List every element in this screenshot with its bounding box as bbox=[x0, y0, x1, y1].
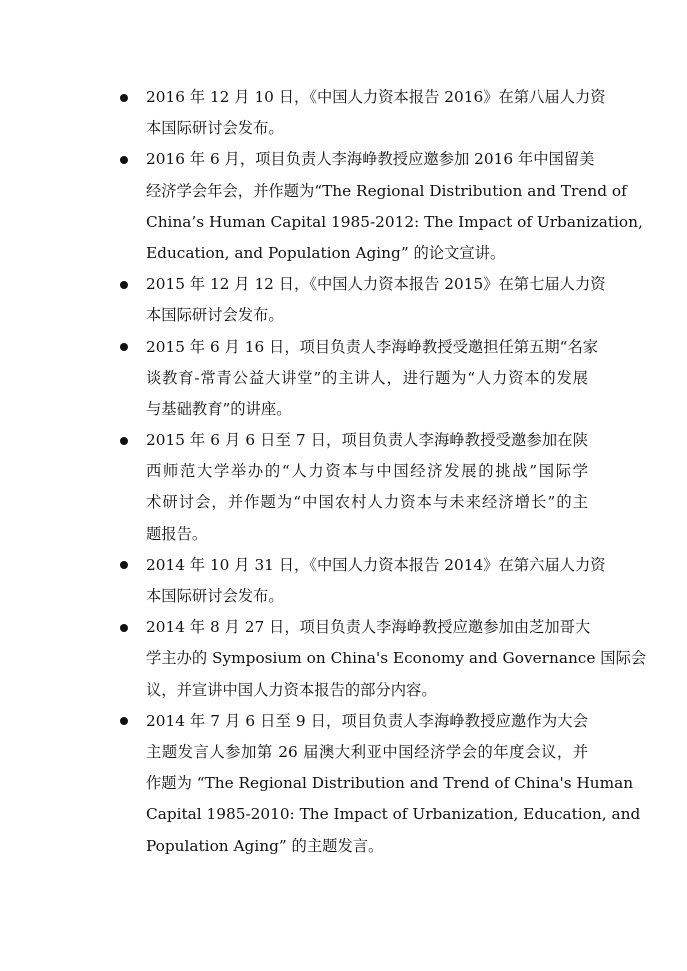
bullet-icon bbox=[120, 281, 128, 289]
list-item-text-line: Population Aging” 的主题发言。 bbox=[146, 836, 384, 855]
list-item-text-line: 2015 年 6 月 6 日至 7 日，项目负责人李海峥教授受邀参加在陕 bbox=[146, 431, 588, 450]
bullet-icon bbox=[120, 624, 128, 632]
list-item-text-line: 本国际研讨会发布。 bbox=[146, 306, 284, 325]
list-item-text-line: Capital 1985-2010: The Impact of Urbanization, Education, and bbox=[146, 805, 641, 824]
list-item-text-line: 术研讨会，并作题为“中国农村人力资本与未来经济增长”的主 bbox=[146, 493, 588, 512]
list-item-text-line: 2016 年 6 月，项目负责人李海峥教授应邀参加 2016 年中国留美 bbox=[146, 150, 595, 169]
list-item bbox=[0, 332, 687, 426]
list-item-text-line: 2014 年 7 月 6 日至 9 日，项目负责人李海峥教授应邀作为大会 bbox=[146, 711, 588, 730]
list-item-text-line: China’s Human Capital 1985-2012: The Impact of Urbanization, bbox=[146, 212, 643, 231]
bullet-icon bbox=[120, 343, 128, 351]
bullet-icon bbox=[120, 94, 128, 102]
list-item-text-line: 主题发言人参加第 26 届澳大利亚中国经济学会的年度会议，并 bbox=[146, 742, 588, 761]
list-item-text-line: 2014 年 10 月 31 日，《中国人力资本报告 2014》在第六届人力资 bbox=[146, 555, 606, 574]
list-item bbox=[0, 550, 687, 612]
activity-list bbox=[0, 82, 687, 862]
list-item-text-line: 本国际研讨会发布。 bbox=[146, 587, 284, 605]
list-item bbox=[0, 82, 687, 144]
list-item-text-line: 经济学会年会，并作题为“The Regional Distribution and Trend of bbox=[146, 181, 627, 200]
bullet-icon bbox=[120, 717, 128, 725]
list-item-text-line: 与基础教育”的讲座。 bbox=[146, 399, 292, 418]
list-item bbox=[0, 425, 687, 550]
bullet-icon bbox=[120, 437, 128, 445]
list-item-text-line: 议，并宣讲中国人力资本报告的部分内容。 bbox=[146, 680, 437, 699]
list-item-text-line: 题报告。 bbox=[146, 524, 208, 543]
bullet-icon bbox=[120, 561, 128, 569]
list-item-text-line: 本国际研讨会发布。 bbox=[146, 119, 284, 138]
list-item-text-line: 作题为 “The Regional Distribution and Trend of China's Human bbox=[146, 774, 634, 793]
bullet-icon bbox=[120, 156, 128, 164]
list-item bbox=[0, 144, 687, 269]
list-item-text-line: 2016 年 12 月 10 日，《中国人力资本报告 2016》在第八届人力资 bbox=[146, 88, 606, 106]
list-item-text-line: Education, and Population Aging” 的论文宣讲。 bbox=[146, 243, 506, 262]
list-item-text-line: 2015 年 12 月 12 日，《中国人力资本报告 2015》在第七届人力资 bbox=[146, 275, 606, 294]
list-item-text-line: 西师范大学举办的“人力资本与中国经济发展的挑战”国际学 bbox=[146, 462, 588, 481]
list-item-text-line: 2015 年 6 月 16 日，项目负责人李海峥教授受邀担任第五期“名家 bbox=[146, 337, 599, 356]
list-item-text-line: 学主办的 Symposium on China's Economy and Governance 国际会 bbox=[146, 649, 647, 668]
list-item-text-line: 2014 年 8 月 27 日，项目负责人李海峥教授应邀参加由芝加哥大 bbox=[146, 618, 591, 637]
list-item bbox=[0, 269, 687, 331]
list-item-text-line: 谈教育-常青公益大讲堂”的主讲人，进行题为“人力资本的发展 bbox=[146, 368, 588, 387]
list-item bbox=[0, 612, 687, 706]
list-item bbox=[0, 706, 687, 862]
